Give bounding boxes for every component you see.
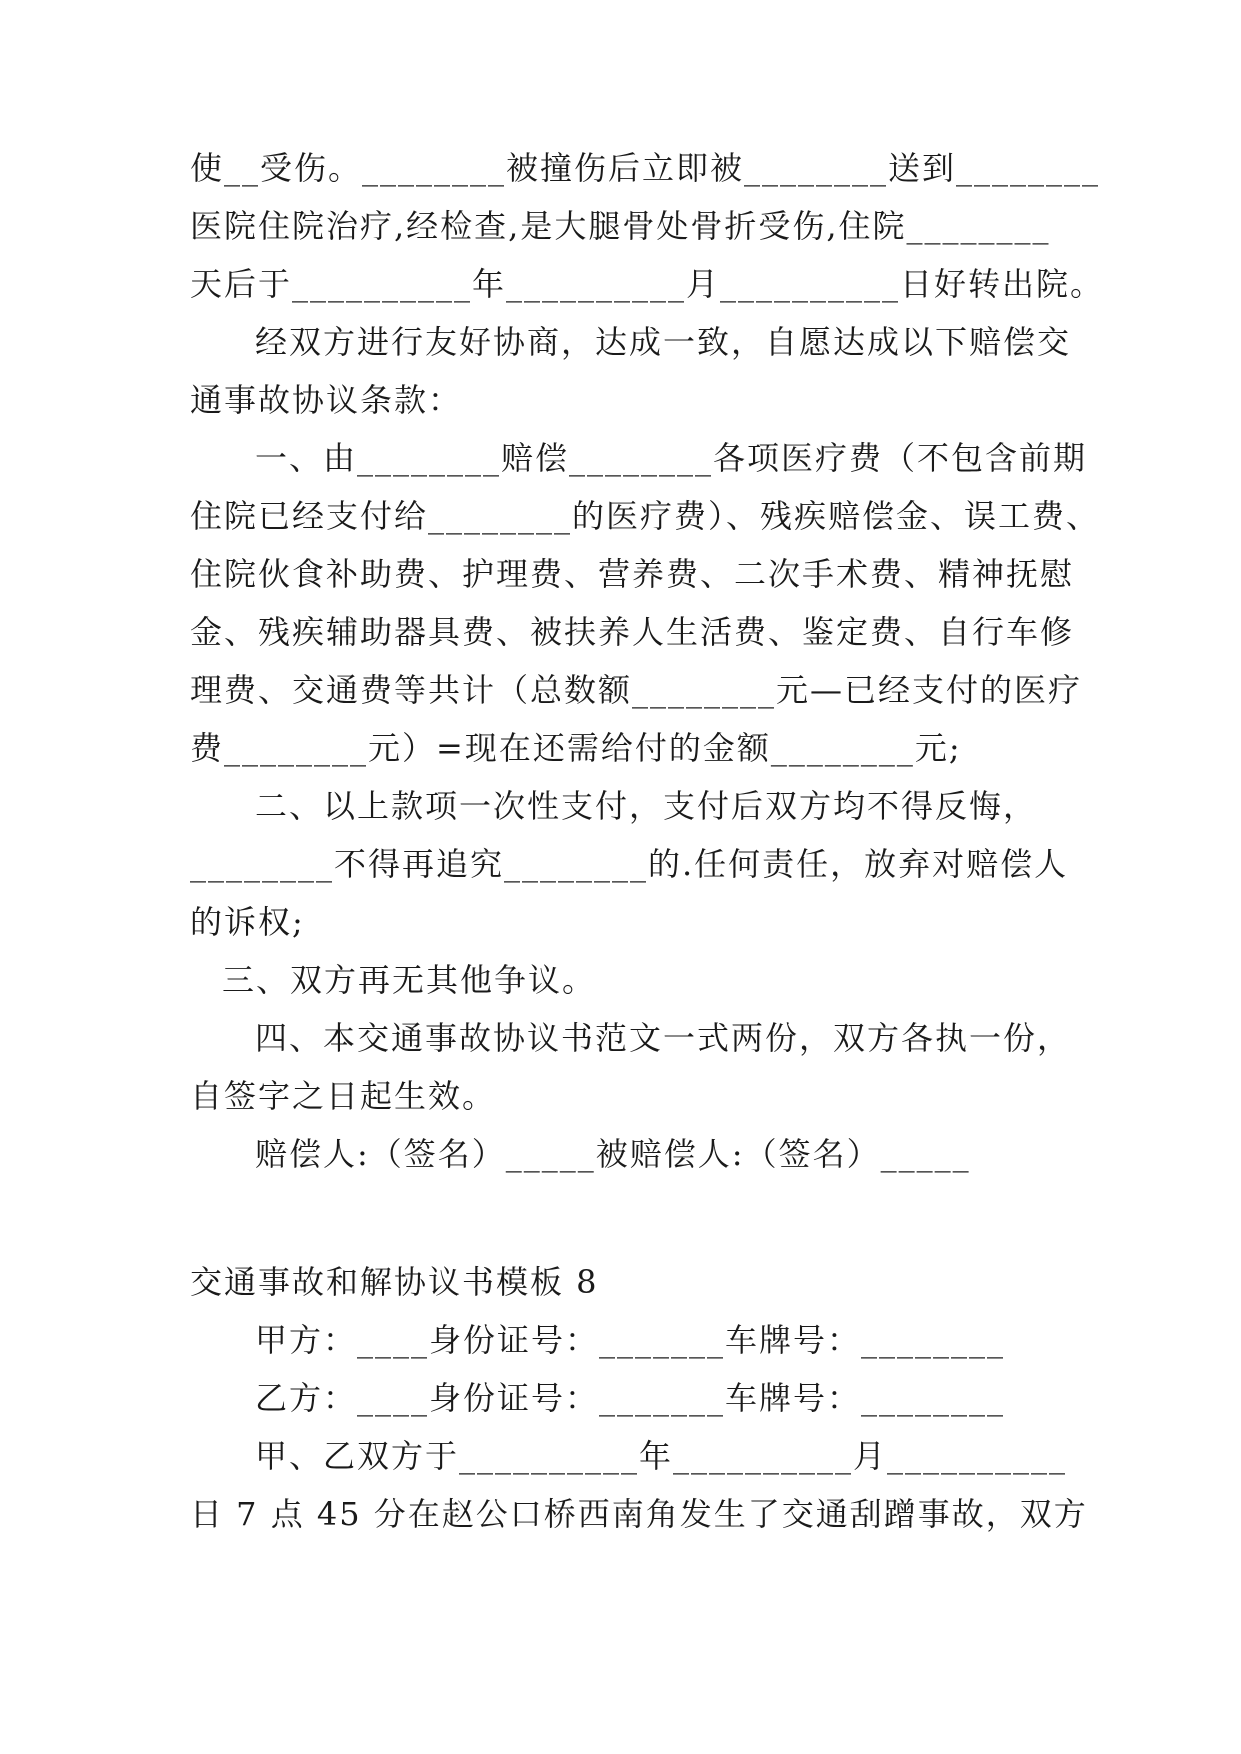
paragraph-line: 金、残疾辅助器具费、被扶养人生活费、鉴定费、自行车修 [190,613,1075,651]
paragraph-line: 住院已经支付给________的医疗费）、残疾赔偿金、误工费、 [190,497,1101,535]
paragraph-line: 的诉权; [190,903,305,941]
paragraph-line: 通事故协议条款： [190,381,463,419]
clause-one-line: 一、由________赔偿________各项医疗费（不包含前期 [255,439,1088,477]
paragraph-line: 费________元）=现在还需给付的金额________元; [190,729,962,767]
paragraph-line: 住院伙食补助费、护理费、营养费、二次手术费、精神抚慰 [190,555,1075,593]
paragraph-line: 理费、交通费等共计（总数额________元—已经支付的医疗 [190,671,1083,709]
paragraph-line: 天后于__________年__________月__________日好转出院。 [190,265,1105,303]
section-title: 交通事故和解协议书模板 8 [190,1263,599,1301]
signature-line: 赔偿人:（签名）_____被赔偿人:（签名）_____ [255,1135,971,1173]
paragraph-line: ________不得再追究________的.任何责任，放弃对赔偿人 [190,845,1069,883]
paragraph-line: 医院住院治疗,经检查,是大腿骨处骨折受伤,住院________ [190,207,1051,245]
party-b-line: 乙方：____身份证号：_______车牌号：________ [255,1379,1006,1417]
paragraph-line: 甲、乙双方于__________年__________月__________ [255,1437,1068,1475]
paragraph-line: 使__受伤。________被撞伤后立即被________送到________ [190,149,1101,187]
paragraph-line: 自签字之日起生效。 [190,1077,497,1115]
clause-four-line: 四、本交通事故协议书范文一式两份，双方各执一份， [255,1019,1072,1057]
clause-three-line: 三、双方再无其他争议。 [222,961,597,999]
paragraph-line: 经双方进行友好协商，达成一致，自愿达成以下赔偿交 [255,323,1072,361]
clause-two-line: 二、以上款项一次性支付，支付后双方均不得反悔， [255,787,1038,825]
paragraph-line: 日 7 点 45 分在赵公口桥西南角发生了交通刮蹭事故，双方 [190,1495,1088,1533]
party-a-line: 甲方：____身份证号：_______车牌号：________ [255,1321,1006,1359]
